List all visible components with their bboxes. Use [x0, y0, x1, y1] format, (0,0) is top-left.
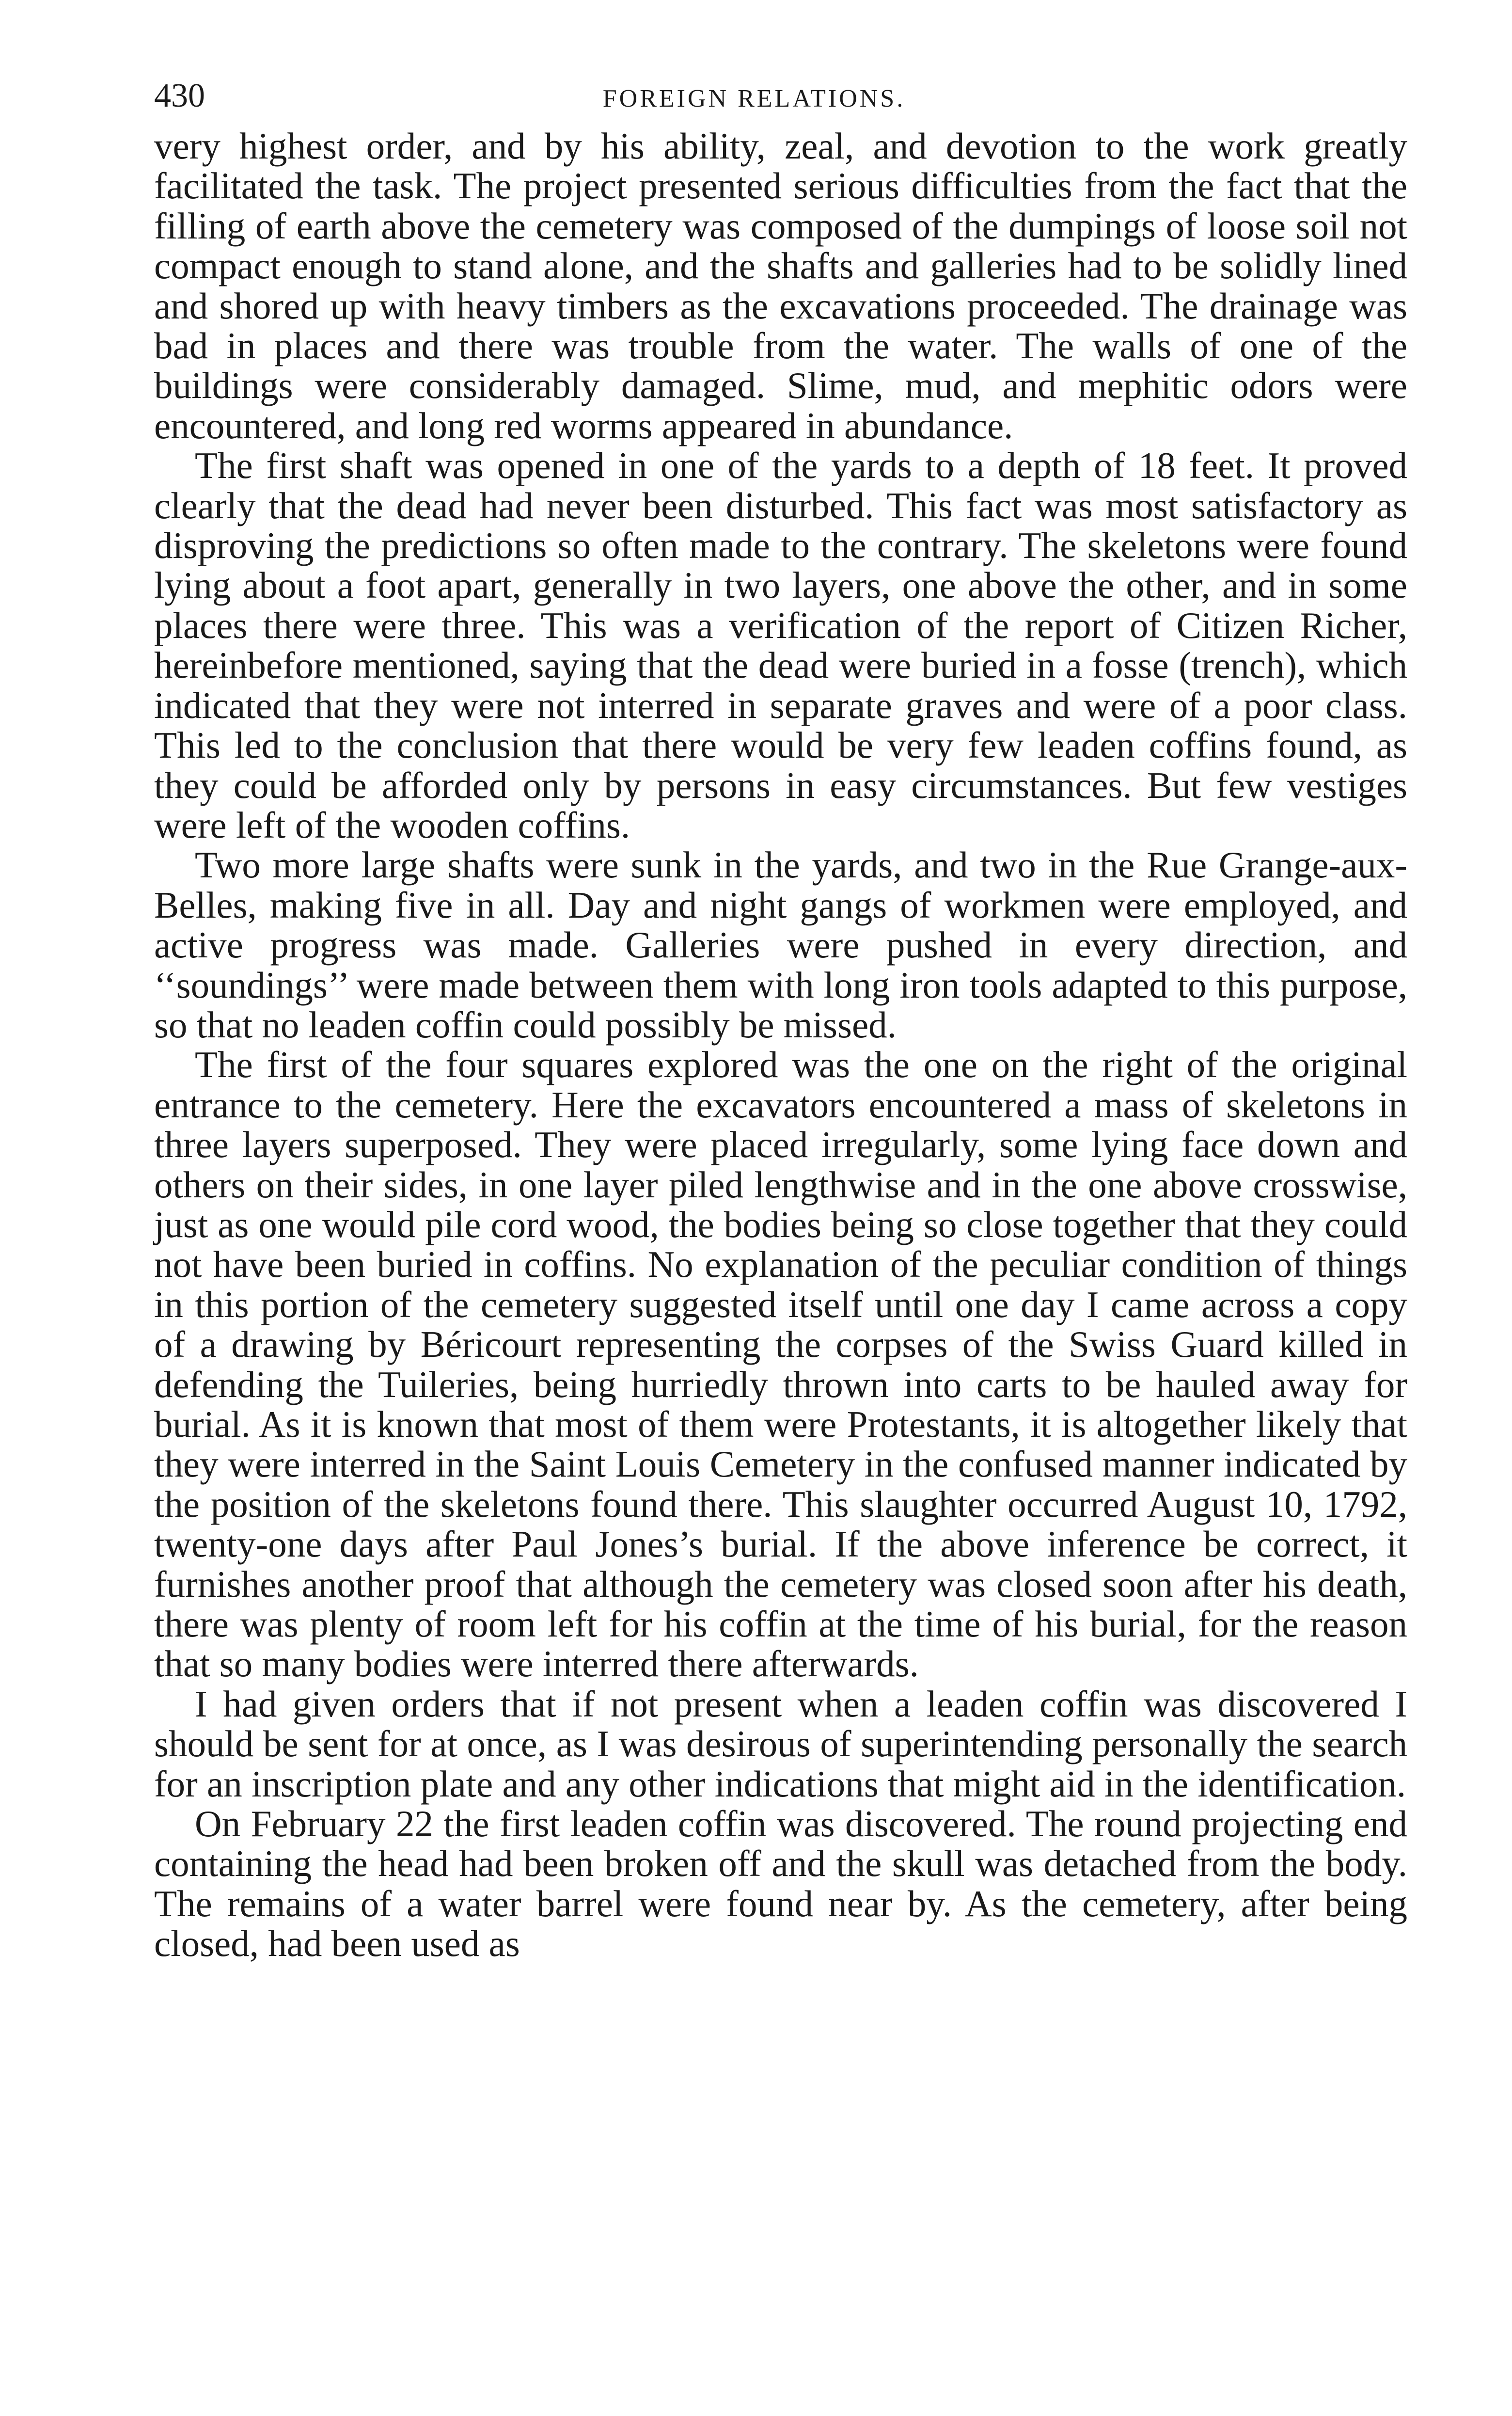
paragraph-four-squares: The first of the four squares explored was the one on the right of the original entrance to the cemetery. Here the excavators encountered a mass of skeletons in three layers superposed. They were placed irregularly, some lying face down and others on their sides, in one layer piled lengthwise and in the one above crosswise, just as one would pile cord wood, the bodies being so close together that they could not have been buried in coffins. No explanation of the peculiar condition of things in this portion of the cemetery suggested itself until one day I came across a copy of a drawing by Béricourt representing the corpses of the Swiss Guard killed in defending the Tuileries, being hurriedly thrown into carts to be hauled away for burial. As it is known that most of them were Protestants, it is altogether likely that they were interred in the Saint Louis Cemetery in the confused manner indicated by the position of the skeletons found there. This slaughter occurred August 10, 1792, twenty-one days after Paul Jones’s burial. If the above inference be correct, it furnishes another proof that although the cemetery was closed soon after his death, there was plenty of room left for his coffin at the time of his burial, for the reason that so many bodies were interred there afterwards.: [154, 1044, 1407, 1685]
page-number: 430: [154, 77, 205, 114]
body-text: [154, 126, 1407, 1964]
paragraph-first-leaden-coffin: On February 22 the first leaden coffin was discovered. The round projecting end containing the head had been broken off and the skull was detached from the body. The remains of a water barrel were found near by. As the cemetery, after being closed, had been used as: [154, 1803, 1407, 1965]
paragraph-first-shaft: The first shaft was opened in one of the yards to a depth of 18 feet. It proved clearly that the dead had never been disturbed. This fact was most satisfactory as disproving the predictions so often made to the contrary. The skeletons were found lying about a foot apart, generally in two layers, one above the other, and in some places there were three. This was a verification of the report of Citizen Richer, hereinbefore mentioned, saying that the dead were buried in a fosse (trench), which indicated that they were not interred in separate graves and were of a poor class. This led to the conclusion that there would be very few leaden coffins found, as they could be afforded only by persons in easy circumstances. But few vestiges were left of the wooden coffins.: [154, 445, 1407, 846]
paragraph-orders: I had given orders that if not present when a leaden coffin was discovered I should be sent for at once, as I was desirous of superintending personally the search for an inscription plate and any other indications that might aid in the identification.: [154, 1683, 1407, 1805]
running-title: FOREIGN RELATIONS.: [602, 85, 906, 112]
paragraph-more-shafts: Two more large shafts were sunk in the yards, and two in the Rue Grange-aux-Belles, making five in all. Day and night gangs of workmen were employed, and active progress was made. Galleries were pushed in every direction, and ‘‘soundings’’ were made between them with long iron tools adapted to this purpose, so that no leaden coffin could possibly be missed.: [154, 844, 1407, 1046]
document-page: [154, 73, 1407, 1964]
running-header: [154, 73, 1407, 126]
paragraph-continued: very highest order, and by his ability, zeal, and devotion to the work greatly facilitated the task. The project presented serious difficulties from the fact that the filling of earth above the cemetery was composed of the dumpings of loose soil not compact enough to stand alone, and the shafts and galleries had to be solidly lined and shored up with heavy timbers as the excavations proceeded. The drainage was bad in places and there was trouble from the water. The walls of one of the buildings were considerably damaged. Slime, mud, and mephitic odors were encountered, and long red worms appeared in abundance.: [154, 125, 1407, 446]
